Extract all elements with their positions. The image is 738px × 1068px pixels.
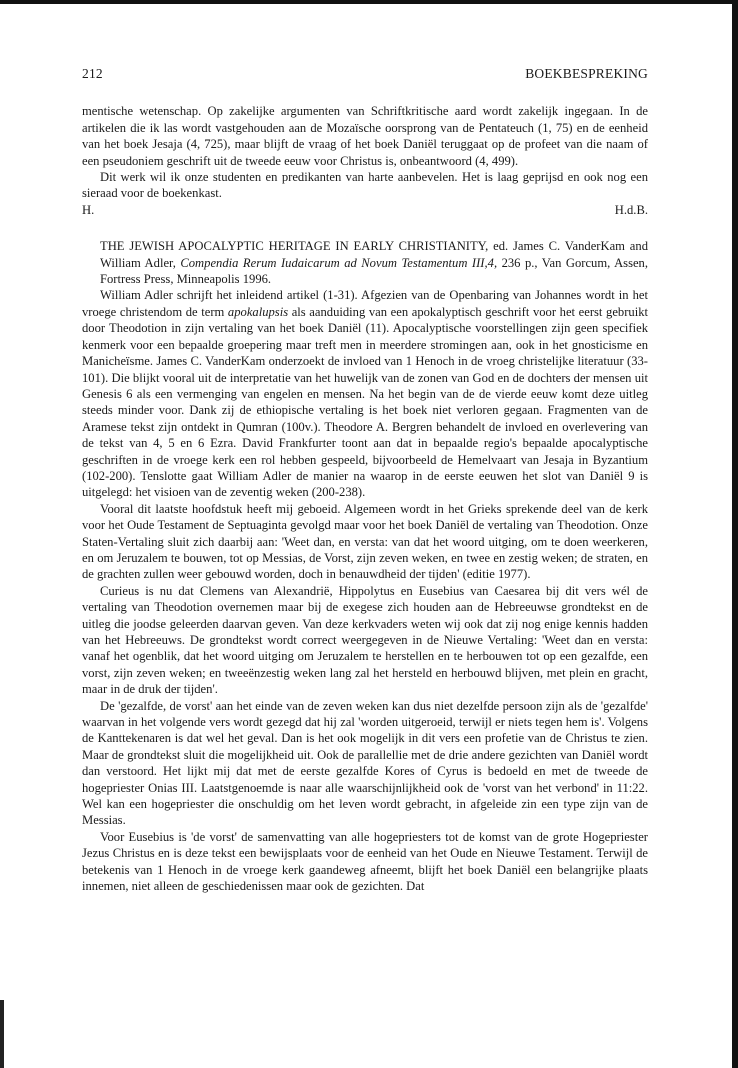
review2-paragraph-4: De 'gezalfde, de vorst' aan het einde van de zeven weken kan dus niet dezelfde persoon zijn als de 'gezalfde' waarvan in het volgende vers wordt gezegd dat hij zal 'worden uitgeroeid, terwijl er niets tegen hem is'. Volgens de Kanttekenaren is dat wel het geval. Dan is het ook mogelijk in dit vers een profetie van de Christus te zien. Maar de grondtekst sluit die mogelijkheid uit. Ook de parallellie met de drie andere gezichten van Daniël wordt dan verstoord. Het lijkt mij dat met de eerste gezalfde Kores of Cyrus is bedoeld en met de tweede de hogepriester Onias III. Laatstgenoemde is naar alle waarschijnlijkheid ook de 'vorst van het verbond' in 11:22. Wel kan een hogepriester die onschuldig om het leven wordt gebracht, in afgeleide zin een type zijn van de Messias. [82, 698, 648, 828]
signature-left: H. [82, 202, 95, 217]
biblio-title: THE JEWISH APOCALYPTIC HERITAGE IN EARLY CHRISTIANITY, ed. James C. VanderKam and William Adler, [100, 239, 648, 270]
review1-signatures [82, 202, 648, 218]
page-body [82, 66, 648, 895]
scan-edge-top [0, 0, 738, 4]
biblio-publisher: 236 p., Van Gorcum, Assen, Fortress Press, Minneapolis 1996. [100, 255, 649, 287]
review2-paragraph-2: Vooral dit laatste hoofdstuk heeft mij geboeid. Algemeen wordt in het Grieks sprekende deel van de kerk voor het Oude Testament de Septuaginta gevolgd maar voor het boek Daniël de vertaling van Theodotion. Onze Staten-Vertaling sluit zich daarbij aan: 'Weet dan, en versta: van dat het woord uitging, om te doen weerkeren, en om Jeruzalem te bouwen, tot op Messias, de Vorst, zijn zeven weken, en twee en zestig weken; de straten, en de grachten zullen weer gebouwd worden, doch in benauwdheid der tijden' (editie 1977). [82, 501, 648, 582]
running-title: BOEKBESPREKING [525, 66, 648, 81]
signature-right: H.d.B. [614, 202, 648, 217]
review2-p1-term: apokalupsis [227, 304, 289, 319]
bibliographic-entry [100, 238, 648, 287]
running-header [82, 66, 648, 82]
review2-p1-rest: als aanduiding van een apokalyptisch geschrift voor het eerst gebruikt door Theodotion in zijn vertaling van het boek Daniël (11). Apocalyptische voorstellingen zijn geen specifiek kenmerk voor een bepaalde groepering maar treft men in meerdere stromingen aan, ook in het gnosticisme en Manicheïsme. James C. VanderKam onderzoekt de invloed van 1 Henoch in de vroeg christelijke literatuur (33-101). Die blijkt vooral uit de interpretatie van het huwelijk van de zonen van God en de dochters der mensen uit Genesis 6 als een vermenging van engelen en mensen. Na het begin van de de vierde eeuw komt deze uitleg steeds minder voor. Dank zij de ethiopische vertaling is het boek niet verloren gegaan. Fragmenten van de Aramese tekst zijn ontdekt in Qumran (100v.). Theodore A. Bergren behandelt de invloed en overlevering van de tekst van 4, 5 en 6 Ezra. David Frankfurter toont aan dat in bepaalde regio's bepaalde apocalyptische geschriften in de vroege kerk een rol hebben gespeeld, bijvoorbeeld de Hemelvaart van Jesaja in Byzantium (102-200). Tenslotte gaat William Adler de manier na waarop in de eerste eeuwen het slot van Daniël 9 is uitgelegd: het visioen van de zeventig weken (200-238). [82, 304, 649, 500]
page-number: 212 [82, 66, 103, 81]
scan-edge-right [732, 0, 738, 1068]
review2-paragraph-5: Voor Eusebius is 'de vorst' de samenvatting van alle hogepriesters tot de komst van de grote Hogepriester Jezus Christus en is deze tekst een bewijsplaats voor de eenheid van het Oude en Nieuwe Testament. Terwijl de betekenis van 1 Henoch in de vroege kerk gaandeweg afneemt, blijft het boek Daniël een belangrijke plaats innemen, niet alleen de geschiedenissen maar ook de gezichten. Dat [82, 829, 648, 894]
review2-paragraph-1 [82, 287, 648, 500]
review1-paragraph-1: mentische wetenschap. Op zakelijke argumenten van Schriftkritische aard wordt zakelijk ingegaan. In de artikelen die ik las wordt vastgehouden aan de Mozaïsche oorsprong van de Pentateuch (1, 75) en de eenheid van het boek Jesaja (4, 725), maar blijft de vraag of het boek Daniël teruggaat op de profeet van die naam of een pseudoniem geschrift uit de tweede eeuw voor Christus is, onbeantwoord (4, 499). [82, 104, 648, 168]
review2-p1-start: William Adler schrijft het inleidend artikel (1-31). Afgezien van de Openbaring van Johannes wordt in het vroege christendom de term [82, 288, 648, 319]
scan-edge-left [0, 1000, 4, 1068]
review1-paragraph-2: Dit werk wil ik onze studenten en predikanten van harte aanbevelen. Het is laag geprijsd en ook nog een sieraad voor de boekenkast. [82, 170, 648, 201]
biblio-series: Compendia Rerum Iudaicarum ad Novum Testamentum III,4, [180, 255, 498, 270]
review2-paragraph-3: Curieus is nu dat Clemens van Alexandrië, Hippolytus en Eusebius van Caesarea bij dit vers wél de vertaling van Theodotion overnemen maar bij de exegese zich houden aan de Hebreeuwse grondtekst en de uitleg die joodse geleerden daarvan geven. Van deze kerkvaders weten wij ook dat zij nog enige kennis hadden van het Hebreeuws. De grondtekst wordt correct weergegeven in de Nieuwe Vertaling: 'Weet dan en versta: vanaf het ogenblik, dat het woord uitging om Jeruzalem te herstellen en te herbouwen tot op een gezalfde, een vorst, zijn zeven weken; en tweeënzestig weken lang zal het hersteld en herbouwd blijven, met plein en gracht, maar in de druk der tijden'. [82, 583, 648, 697]
